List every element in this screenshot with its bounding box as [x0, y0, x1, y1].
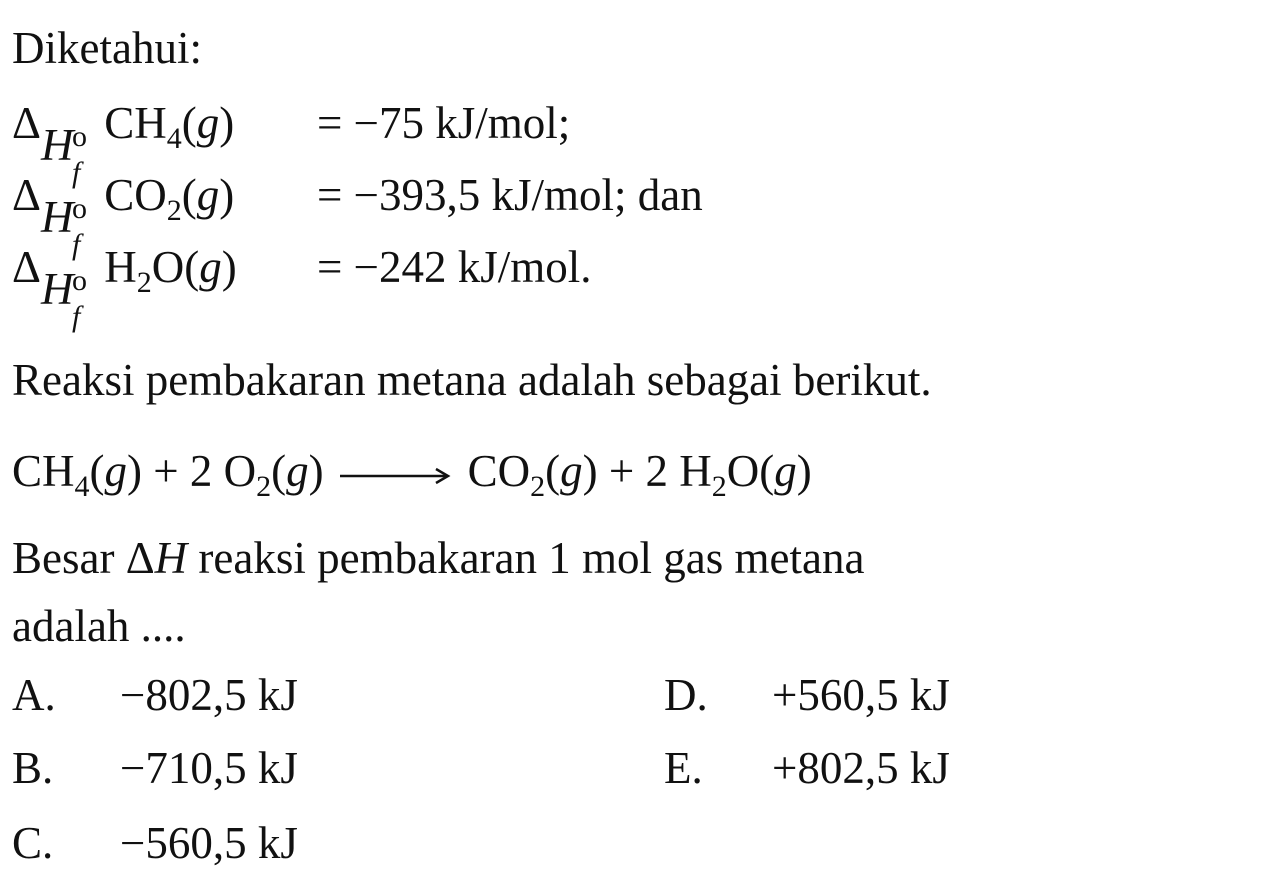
option-b[interactable]: B. −710,5 kJ	[12, 743, 298, 793]
reaction-equation	[12, 443, 812, 515]
value-ch4: = −75 kJ/mol;	[317, 98, 571, 148]
question-line-2: adalah ....	[12, 601, 186, 651]
enthalpy-symbol: H o f	[40, 264, 87, 333]
reaction-arrow-icon	[340, 466, 452, 486]
intro-text: Reaksi pembakaran metana adalah sebagai berikut.	[12, 355, 932, 405]
option-a[interactable]: A. −802,5 kJ	[12, 670, 298, 720]
reactants: $CH_4(g) + 2$ $O_2(g)$	[12, 446, 324, 503]
value-co2: = −393,5 kJ/mol; dan	[317, 170, 703, 220]
delta-h-symbol: ΔH	[125, 533, 188, 583]
formula-h2o: $H_2O(g)$	[104, 242, 237, 299]
delta-symbol: Δ	[12, 98, 41, 148]
delta-symbol: Δ	[12, 170, 41, 220]
given-co2	[12, 167, 703, 261]
option-d[interactable]: D. +560,5 kJ	[664, 670, 950, 720]
formula-co2: $CO_2(g)$	[104, 170, 235, 227]
question-line-1: Besar ΔH reaksi pembakaran 1 mol gas metana	[12, 533, 865, 583]
delta-symbol: Δ	[12, 242, 41, 292]
given-h2o	[12, 239, 592, 333]
products: $CO_2(g) + 2$ $H_2O(g)$	[467, 446, 812, 503]
enthalpy-symbol: H o f	[40, 192, 87, 261]
option-c[interactable]: C. −560,5 kJ	[12, 818, 298, 868]
value-h2o: = −242 kJ/mol.	[317, 242, 592, 292]
formula-ch4: $CH_4(g)$	[104, 98, 235, 155]
option-e[interactable]: E. +802,5 kJ	[664, 743, 950, 793]
enthalpy-symbol: H o f	[40, 120, 87, 189]
heading: Diketahui:	[12, 23, 202, 73]
given-ch4	[12, 95, 571, 189]
